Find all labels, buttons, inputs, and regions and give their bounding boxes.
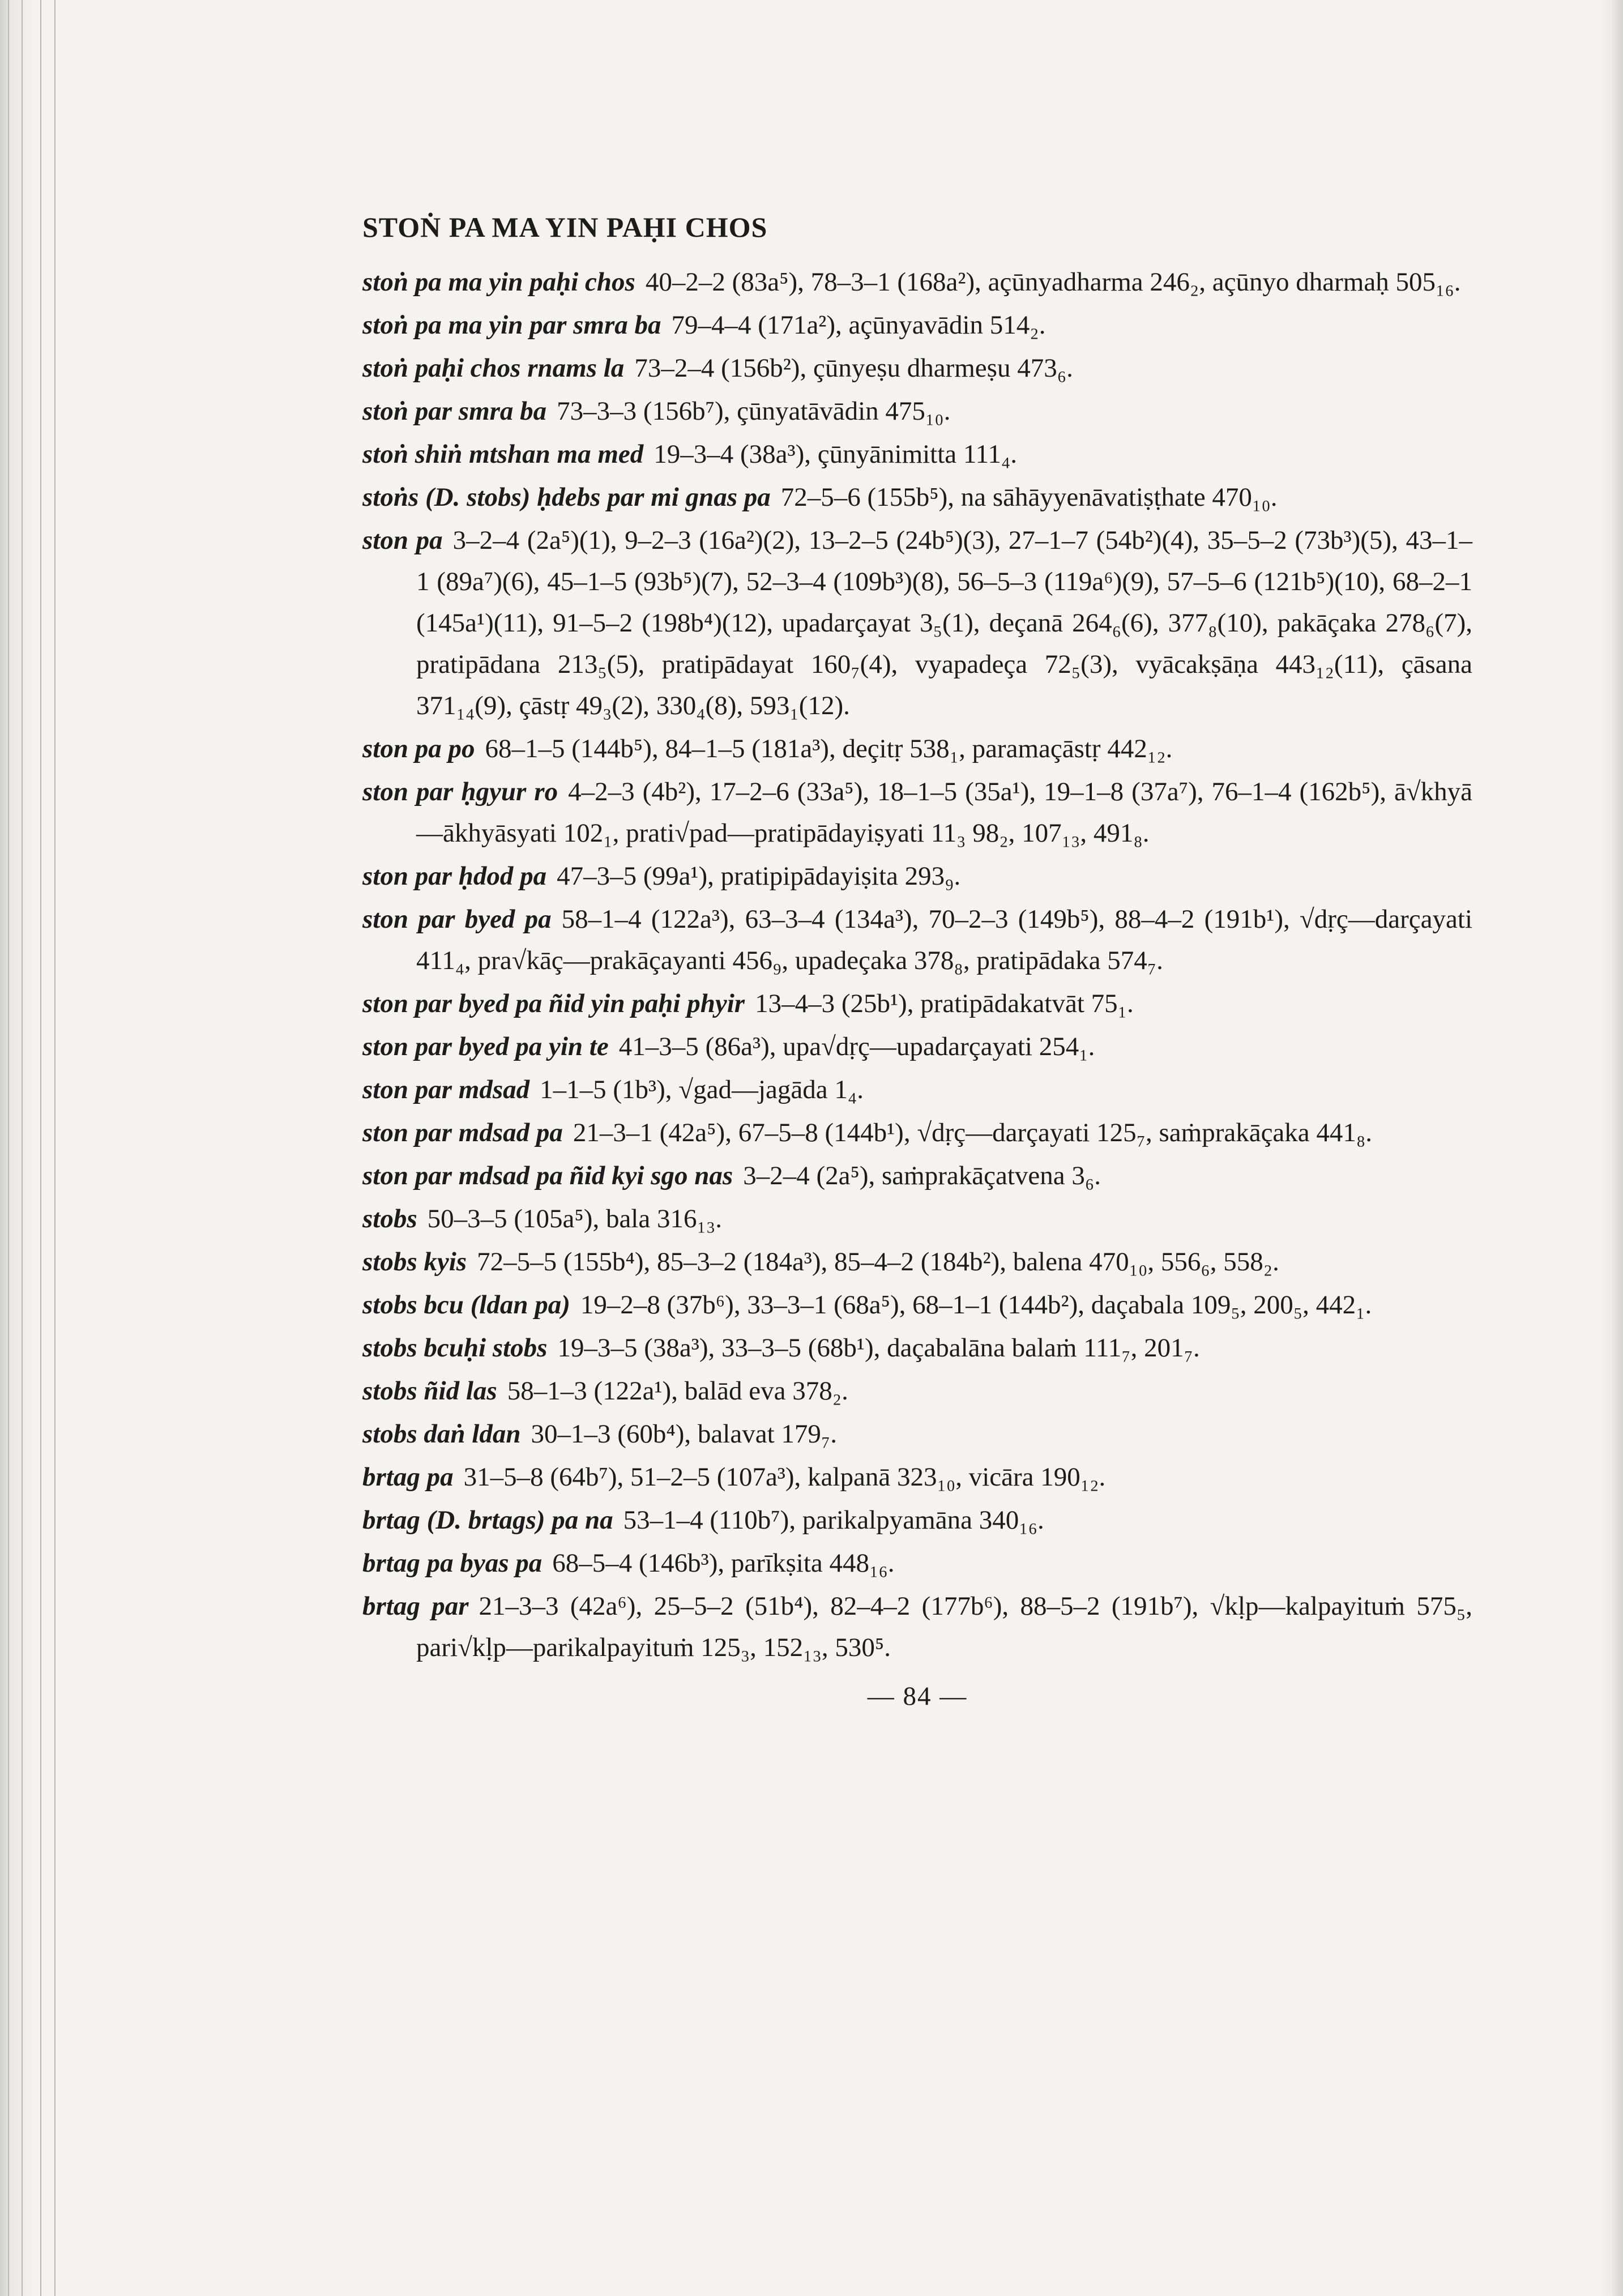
entry-headword: ston par mdsad — [362, 1075, 530, 1104]
dictionary-entry — [362, 983, 1472, 1025]
entry-references: 19–3–5 (38a³), 33–3–5 (68b¹), daçabalāna balaṁ 111₇, 201₇. — [557, 1333, 1200, 1363]
entry-headword: stoṅ shiṅ mtshan ma med — [362, 439, 644, 469]
dictionary-entry — [362, 262, 1472, 303]
entry-headword: ston par byed pa — [362, 904, 552, 934]
entry-headword: stobs ñid las — [362, 1376, 497, 1406]
entry-references: 4–2–3 (4b²), 17–2–6 (33a⁵), 18–1–5 (35a¹), 19–1–8 (37a⁷), 76–1–4 (162b⁵), ā√khyā—ākhyāsyati 102₁, prati√pad—pratipādayiṣyati 11₃ 98₂, 107₁₃, 491₈. — [416, 777, 1473, 848]
entry-references: 41–3–5 (86a³), upa√dṛç—upadarçayati 254₁. — [618, 1032, 1095, 1061]
scan-edge-left — [0, 0, 85, 2296]
entry-references: 72–5–5 (155b⁴), 85–3–2 (184a³), 85–4–2 (184b²), balena 470₁₀, 556₆, 558₂. — [477, 1247, 1279, 1277]
dictionary-entry — [362, 1457, 1472, 1498]
entry-headword: brtag par — [362, 1591, 469, 1621]
entry-references: 1–1–5 (1b³), √gad—jagāda 1₄. — [540, 1075, 864, 1104]
dictionary-entry — [362, 1112, 1472, 1154]
entry-references: 53–1–4 (110b⁷), parikalpyamāna 340₁₆. — [623, 1505, 1044, 1535]
dictionary-entry — [362, 1241, 1472, 1283]
entry-headword: stobs daṅ ldan — [362, 1419, 521, 1449]
entry-headword: stoṅ paḥi chos rnams la — [362, 353, 625, 383]
dictionary-page — [362, 211, 1472, 1712]
entry-headword: ston par ḥgyur ro — [362, 777, 558, 806]
entry-headword: stobs — [362, 1204, 417, 1234]
entry-references: 21–3–3 (42a⁶), 25–5–2 (51b⁴), 82–4–2 (177b⁶), 88–5–2 (191b⁷), √kḷp—kalpayituṁ 575₅, pari√kḷp—parikalpayituṁ 125₃, 152₁₃, 530⁵. — [416, 1591, 1473, 1662]
dictionary-entry — [362, 1328, 1472, 1369]
entry-headword: ston par ḥdod pa — [362, 861, 547, 891]
dictionary-entry — [362, 434, 1472, 475]
dictionary-entry — [362, 1586, 1472, 1668]
entry-references: 21–3–1 (42a⁵), 67–5–8 (144b¹), √dṛç—darçayati 125₇, saṁprakāçaka 441₈. — [573, 1118, 1373, 1147]
entry-references: 72–5–6 (155b⁵), na sāhāyyenāvatiṣṭhate 470₁₀. — [780, 483, 1278, 512]
entry-headword: stoṅ par smra ba — [362, 396, 547, 426]
entry-references: 3–2–4 (2a⁵), saṁprakāçatvena 3₆. — [743, 1161, 1101, 1190]
page-number: — 84 — — [867, 1682, 968, 1711]
entry-headword: ston par byed pa yin te — [362, 1032, 609, 1061]
entry-references: 19–3–4 (38a³), çūnyānimitta 111₄. — [654, 439, 1018, 469]
dictionary-entry — [362, 1414, 1472, 1455]
entry-references: 73–3–3 (156b⁷), çūnyatāvādin 475₁₀. — [557, 396, 951, 426]
entry-headword: stoṅ pa ma yin par smra ba — [362, 310, 661, 340]
entry-references: 50–3–5 (105a⁵), bala 316₁₃. — [427, 1204, 722, 1234]
dictionary-entry — [362, 771, 1472, 854]
dictionary-entry — [362, 1284, 1472, 1326]
dictionary-entry — [362, 728, 1472, 770]
dictionary-entry — [362, 856, 1472, 897]
dictionary-entry — [362, 391, 1472, 432]
entry-headword: ston par mdsad pa — [362, 1118, 563, 1147]
entry-references: 68–1–5 (144b⁵), 84–1–5 (181a³), deçitṛ 538₁, paramaçāstṛ 442₁₂. — [485, 734, 1173, 763]
dictionary-entry — [362, 899, 1472, 981]
dictionary-entry — [362, 1155, 1472, 1197]
dictionary-entry — [362, 1543, 1472, 1584]
entry-list — [362, 262, 1472, 1668]
dictionary-entry — [362, 520, 1472, 727]
entry-references: 13–4–3 (25b¹), pratipādakatvāt 75₁. — [755, 989, 1134, 1018]
entry-headword: stobs bcu (ldan pa) — [362, 1290, 570, 1320]
entry-references: 68–5–4 (146b³), parīkṣita 448₁₆. — [552, 1548, 895, 1578]
entry-references: 58–1–4 (122a³), 63–3–4 (134a³), 70–2–3 (149b⁵), 88–4–2 (191b¹), √dṛç—darçayati 411₄, pra√kāç—prakāçayanti 456₉, upadeçaka 378₈, pratipādaka 574₇. — [416, 904, 1473, 975]
entry-headword: ston par byed pa ñid yin paḥi phyir — [362, 989, 745, 1018]
entry-references: 30–1–3 (60b⁴), balavat 179₇. — [531, 1419, 838, 1449]
entry-references: 58–1–3 (122a¹), balād eva 378₂. — [507, 1376, 848, 1406]
dictionary-entry — [362, 305, 1472, 346]
dictionary-entry — [362, 348, 1472, 389]
page-header: STOṄ PA MA YIN PAḤI CHOS — [362, 211, 768, 243]
dictionary-entry — [362, 1069, 1472, 1111]
scan-edge-right — [1600, 0, 1623, 2296]
entry-headword: brtag pa byas pa — [362, 1548, 543, 1578]
entry-references: 47–3–5 (99a¹), pratipipādayiṣita 293₉. — [557, 861, 961, 891]
entry-references: 79–4–4 (171a²), açūnyavādin 514₂. — [671, 310, 1046, 340]
entry-headword: ston pa po — [362, 734, 475, 763]
entry-headword: ston pa — [362, 526, 443, 555]
dictionary-entry — [362, 1371, 1472, 1412]
entry-headword: brtag (D. brtags) pa na — [362, 1505, 613, 1535]
entry-headword: stobs bcuḥi stobs — [362, 1333, 548, 1363]
entry-references: 73–2–4 (156b²), çūnyeṣu dharmeṣu 473₆. — [634, 353, 1073, 383]
entry-headword: stoṅs (D. stobs) ḥdebs par mi gnas pa — [362, 483, 771, 512]
entry-headword: stoṅ pa ma yin paḥi chos — [362, 267, 635, 297]
dictionary-entry — [362, 1500, 1472, 1541]
dictionary-entry — [362, 477, 1472, 518]
entry-headword: ston par mdsad pa ñid kyi sgo nas — [362, 1161, 733, 1190]
dictionary-entry — [362, 1026, 1472, 1068]
entry-headword: stobs kyis — [362, 1247, 467, 1277]
entry-references: 31–5–8 (64b⁷), 51–2–5 (107a³), kalpanā 323₁₀, vicāra 190₁₂. — [463, 1462, 1106, 1492]
entry-references: 40–2–2 (83a⁵), 78–3–1 (168a²), açūnyadharma 246₂, açūnyo dharmaḥ 505₁₆. — [645, 267, 1461, 297]
entry-references: 3–2–4 (2a⁵)(1), 9–2–3 (16a²)(2), 13–2–5 (24b⁵)(3), 27–1–7 (54b²)(4), 35–5–2 (73b³)(5), 43–1–1 (89a⁷)(6), 45–1–5 (93b⁵)(7), 52–3–4 (109b³)(8), 56–5–3 (119a⁶)(9), 57–5–6 (121b⁵)(10), 68–2–1 (145a¹)(11), 91–5–2 (198b⁴)(12), upadarçayat 3₅(1), deçanā 264₆(6), 377₈(10), pakāçaka 278₆(7), pratipādana 213₅(5), pratipādayat 160₇(4), vyapadeça 72₅(3), vyācakṣāṇa 443₁₂(11), çāsana 371₁₄(9), çāstṛ 49₃(2), 330₄(8), 593₁(12). — [416, 526, 1472, 720]
dictionary-entry — [362, 1198, 1472, 1240]
entry-references: 19–2–8 (37b⁶), 33–3–1 (68a⁵), 68–1–1 (144b²), daçabala 109₅, 200₅, 442₁. — [580, 1290, 1372, 1320]
entry-headword: brtag pa — [362, 1462, 454, 1492]
